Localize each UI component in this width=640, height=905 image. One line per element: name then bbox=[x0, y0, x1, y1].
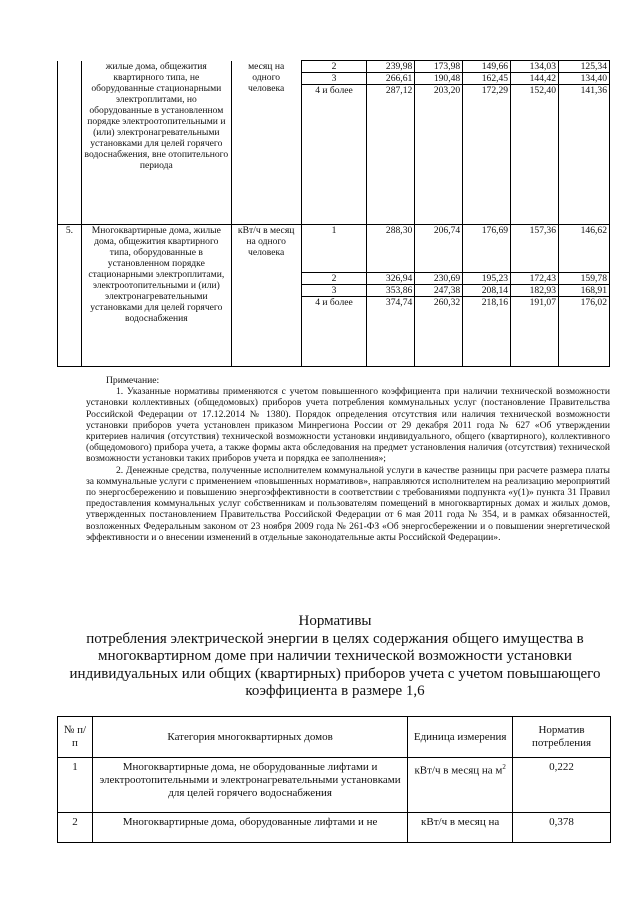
consumption-norms-table bbox=[57, 60, 610, 367]
value-cell: 218,16 bbox=[463, 297, 511, 367]
value-cell: 134,40 bbox=[559, 73, 610, 85]
persons-cell: 4 и более bbox=[301, 297, 367, 367]
note-paragraph-2: 2. Денежные средства, полученные исполнителем коммунальной услуги в качестве разницы при расчете размера платы за коммунальные услуги с применением «повышенных нормативов», направляются исполнителем на реализацию мероприятий по энергосбережению и повышению энергоэффективности в соответствии с требованиями подпункта «у(1)» пункта 31 Правил предоставления коммунальных услуг собственникам и пользователям помещений в многоквартирных домах и жилых домов, утвержденных постановлением Правительства Российской Федерации от 6 мая 2011 года № 354, и в рамках обязанностей, возложенных Федеральным законом от 23 ноября 2009 года № 261-ФЗ «Об энергосбережении и о повышении энергетической эффективности и о внесении изменений в отдельные законодательные акты Российской Федерации». bbox=[86, 464, 610, 543]
value-cell: 195,23 bbox=[463, 273, 511, 285]
value-cell: 149,66 bbox=[463, 61, 511, 73]
value-cell: 247,38 bbox=[415, 285, 463, 297]
title-line: коэффициента в размере 1,6 bbox=[245, 683, 425, 699]
value-cell: 152,40 bbox=[511, 85, 559, 225]
row-number: 5. bbox=[58, 225, 82, 367]
value-cell: 162,45 bbox=[463, 73, 511, 85]
title-line: индивидуальных или общих (квартирных) приборов учета с учетом повышающего bbox=[69, 665, 601, 682]
row-number: 2 bbox=[58, 813, 93, 843]
value-cell: 172,43 bbox=[511, 273, 559, 285]
header-number: № п/п bbox=[58, 717, 93, 758]
unit-cell bbox=[408, 758, 513, 813]
section-title bbox=[60, 613, 610, 701]
unit-cell: месяц на одного человека bbox=[231, 61, 301, 225]
persons-cell: 4 и более bbox=[301, 85, 367, 225]
title-line: потребления электрической энергии в целях содержания общего имущества в bbox=[86, 630, 584, 647]
value-cell: 159,78 bbox=[559, 273, 610, 285]
category-cell: жилые дома, общежития квартирного типа, не оборудованные стационарными электроплитами, но оборудованные в установленном порядке электроотопительными и (или) электронагревательными установками для целей горячего водоснабжения, вне отопительного периода bbox=[81, 61, 231, 225]
value-cell: 266,61 bbox=[367, 73, 415, 85]
row-number bbox=[58, 61, 82, 225]
persons-cell: 2 bbox=[301, 61, 367, 73]
persons-cell: 2 bbox=[301, 273, 367, 285]
norm-cell: 0,378 bbox=[513, 813, 611, 843]
unit-cell: кВт/ч в месяц на bbox=[408, 813, 513, 843]
persons-cell: 1 bbox=[301, 225, 367, 273]
value-cell: 182,93 bbox=[511, 285, 559, 297]
common-property-norms-table bbox=[57, 716, 611, 843]
value-cell: 260,32 bbox=[415, 297, 463, 367]
value-cell: 206,74 bbox=[415, 225, 463, 273]
unit-superscript: 2 bbox=[502, 763, 506, 771]
value-cell: 230,69 bbox=[415, 273, 463, 285]
category-cell: Многоквартирные дома, не оборудованные лифтами и электроотопительными и электронагревательными установками для целей горячего водоснабжения bbox=[92, 758, 407, 813]
value-cell: 134,03 bbox=[511, 61, 559, 73]
notes-section bbox=[86, 375, 610, 543]
value-cell: 125,34 bbox=[559, 61, 610, 73]
value-cell: 157,36 bbox=[511, 225, 559, 273]
header-norm: Норматив потребления bbox=[513, 717, 611, 758]
value-cell: 173,98 bbox=[415, 61, 463, 73]
persons-cell: 3 bbox=[301, 73, 367, 85]
value-cell: 168,91 bbox=[559, 285, 610, 297]
title-line: Нормативы bbox=[298, 613, 372, 629]
header-category: Категория многоквартирных домов bbox=[92, 717, 407, 758]
value-cell: 190,48 bbox=[415, 73, 463, 85]
value-cell: 144,42 bbox=[511, 73, 559, 85]
value-cell: 239,98 bbox=[367, 61, 415, 73]
note-paragraph-1: 1. Указанные нормативы применяются с учетом повышенного коэффициента при наличии технической возможности установки коллективных (общедомовых) приборов учета потребления коммунальных услуг (постановление Правительства Российской Федерации от 17.12.2014 № 1380). Порядок определения отсутствия или наличия технической возможности установки приборов учета установлен приказом Минрегиона России от 29 декабря 2011 года № 627 «Об утверждении критериев наличия (отсутствия) технической возможности установки индивидуального, общего (квартирного), коллективного (общедомового) прибора учета, а также формы акта обследования на предмет установления наличия (отсутствия) технической возможности установки таких приборов учета и порядка ее заполнения»; bbox=[86, 386, 610, 465]
category-cell: Многоквартирные дома, оборудованные лифтами и не bbox=[92, 813, 407, 843]
value-cell: 287,12 bbox=[367, 85, 415, 225]
value-cell: 208,14 bbox=[463, 285, 511, 297]
persons-cell: 3 bbox=[301, 285, 367, 297]
header-unit: Единица измерения bbox=[408, 717, 513, 758]
unit-text: кВт/ч в месяц на м bbox=[414, 764, 503, 777]
value-cell: 326,94 bbox=[367, 273, 415, 285]
row-number: 1 bbox=[58, 758, 93, 813]
value-cell: 141,36 bbox=[559, 85, 610, 225]
value-cell: 172,29 bbox=[463, 85, 511, 225]
unit-cell: кВт/ч в месяц на одного человека bbox=[231, 225, 301, 367]
value-cell: 191,07 bbox=[511, 297, 559, 367]
notes-label: Примечание: bbox=[106, 375, 160, 386]
value-cell: 288,30 bbox=[367, 225, 415, 273]
category-cell: Многоквартирные дома, жилые дома, общежития квартирного типа, оборудованные в установленном порядке стационарными электроплитами, электроотопительными и (или) электронагревательными установками для целей горячего водоснабжения bbox=[81, 225, 231, 367]
norm-cell: 0,222 bbox=[513, 758, 611, 813]
value-cell: 176,02 bbox=[559, 297, 610, 367]
value-cell: 353,86 bbox=[367, 285, 415, 297]
value-cell: 176,69 bbox=[463, 225, 511, 273]
value-cell: 146,62 bbox=[559, 225, 610, 273]
value-cell: 374,74 bbox=[367, 297, 415, 367]
value-cell: 203,20 bbox=[415, 85, 463, 225]
title-line: многоквартирном доме при наличии технической возможности установки bbox=[98, 648, 572, 664]
